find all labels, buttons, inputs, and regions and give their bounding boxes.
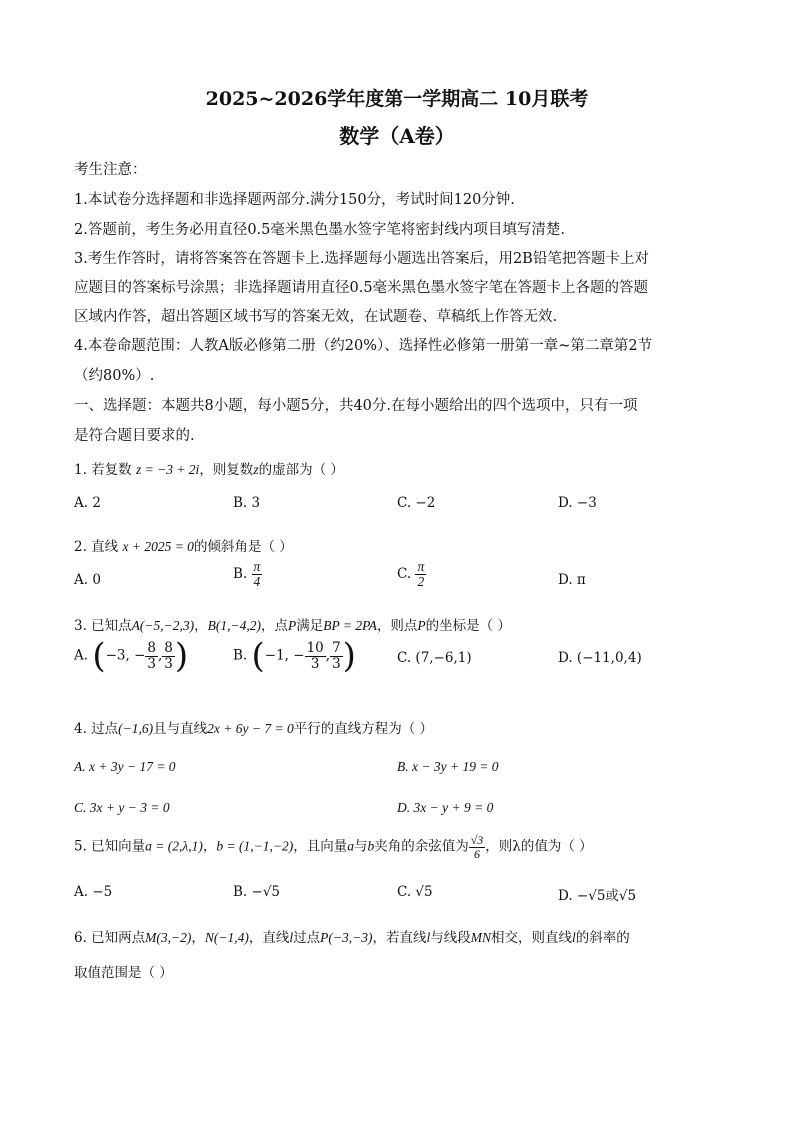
left-paren-icon: ( bbox=[92, 636, 106, 676]
q2-option-c-den: 2 bbox=[417, 574, 425, 590]
q3-suffix: 的坐标是（ ） bbox=[425, 618, 511, 634]
q2-option-c bbox=[397, 560, 426, 589]
q3-option-a-frac2 bbox=[162, 641, 175, 670]
q3-option-b-d1: 3 bbox=[310, 655, 320, 672]
q2-option-b bbox=[233, 560, 262, 589]
q4-option-d: D. 3x − y + 9 = 0 bbox=[397, 800, 494, 815]
q5-frac-num: √3 bbox=[470, 833, 484, 847]
q3-option-c: C. (7,−6,1) bbox=[397, 650, 472, 666]
q2-option-c-label: C. bbox=[397, 566, 412, 583]
q1-option-a: A. 2 bbox=[74, 495, 101, 511]
notice-item: 1.本试卷分选择题和非选择题两部分.满分150分，考试时间120分钟. bbox=[74, 192, 515, 208]
q6-suffix: 的斜率的 bbox=[575, 930, 630, 946]
q3-point-b: B(1,−4,2) bbox=[207, 618, 261, 633]
q6-line-l-2: l bbox=[426, 930, 431, 945]
notice-item: （约80%）. bbox=[74, 368, 155, 384]
q3-option-a-n1: 8 bbox=[147, 640, 156, 657]
q3-option-b-n1: 10 bbox=[306, 640, 324, 657]
left-paren-icon: ( bbox=[251, 636, 265, 676]
q2-prefix: 2. 直线 bbox=[74, 539, 119, 555]
q3-option-a-pre: −3, − bbox=[105, 647, 146, 664]
q6-mid5: 相交，则直线 bbox=[491, 930, 573, 946]
q5-sep: ， bbox=[202, 838, 217, 855]
q3-var: P bbox=[288, 618, 297, 633]
q3-condition: BP = 2PA bbox=[323, 618, 377, 633]
q3-var-2: P bbox=[417, 618, 426, 633]
q3-option-a-n2: 8 bbox=[164, 640, 173, 657]
q2-option-c-fraction bbox=[415, 560, 426, 589]
notice-item: 应题目的答案标号涂黑；非选择题请用直径0.5毫米黑色墨水签字笔在答题卡上各题的答题 bbox=[74, 280, 649, 296]
notice-item: 4.本卷命题范围：人教A版必修第二册（约20%）、选择性必修第一册第一章~第二章第2节 bbox=[74, 338, 653, 354]
notice-item: 区域内作答，超出答题区域书写的答案无效，在试题卷、草稿纸上作答无效. bbox=[74, 309, 558, 325]
question-5 bbox=[74, 834, 593, 860]
q1-option-b: B. 3 bbox=[233, 495, 261, 511]
q3-point-a: A(−5,−2,3) bbox=[131, 618, 195, 633]
q3-mid3: ，则点 bbox=[376, 618, 418, 634]
q4-mid: 且与直线 bbox=[153, 721, 208, 737]
question-1 bbox=[74, 458, 344, 478]
q2-option-c-num: π bbox=[417, 559, 425, 574]
q1-expr: z = −3 + 2i bbox=[135, 462, 200, 477]
q4-option-c: C. 3x + y − 3 = 0 bbox=[74, 800, 170, 815]
right-paren-icon: ) bbox=[174, 636, 189, 676]
q6-segment-mn: MN bbox=[470, 930, 492, 945]
q3-option-b-label: B. bbox=[233, 647, 248, 664]
q6-prefix: 6. 已知两点 bbox=[74, 930, 146, 946]
q2-option-a: A. 0 bbox=[74, 572, 101, 588]
q4-point: (−1,6) bbox=[118, 721, 154, 736]
q4-line: 2x + 6y − 7 = 0 bbox=[207, 721, 294, 736]
q2-option-b-num: π bbox=[253, 559, 261, 574]
q2-suffix: 的倾斜角是（ ） bbox=[193, 539, 293, 555]
q2-option-b-den: 4 bbox=[253, 574, 261, 590]
q1-option-d: D. −3 bbox=[558, 495, 597, 511]
q3-option-a-label: A. bbox=[74, 647, 89, 664]
q3-option-a-d1: 3 bbox=[147, 655, 156, 672]
q2-option-b-fraction bbox=[252, 560, 263, 589]
q5-var-a: a bbox=[347, 838, 354, 854]
q4-option-b: B. x − 3y + 19 = 0 bbox=[397, 759, 499, 774]
q5-with: 与 bbox=[353, 838, 368, 855]
right-paren-icon: ) bbox=[342, 636, 356, 676]
q5-mid2: 夹角的余弦值为 bbox=[374, 838, 469, 855]
q3-option-a: A. (−3, − $\frac{8}{3}$ , $\frac{8}{3}$ ) bbox=[74, 636, 189, 676]
q6-line-l-3: l bbox=[572, 930, 576, 945]
q6-point-p: P(−3,−3) bbox=[320, 930, 373, 945]
q3-option-b-frac2 bbox=[330, 641, 343, 670]
q5-prefix: 5. 已知向量 bbox=[74, 838, 146, 855]
question-6 bbox=[74, 926, 630, 946]
q5-suffix: ，则λ的值为（ ） bbox=[485, 838, 593, 855]
q1-prefix: 1. 若复数 bbox=[74, 462, 132, 478]
q4-option-a: A. x + 3y − 17 = 0 bbox=[74, 759, 176, 774]
q3-option-b-pre: −1, − bbox=[264, 647, 305, 664]
section-heading-cont: 是符合题目要求的. bbox=[74, 428, 195, 444]
q5-cos-fraction bbox=[469, 834, 486, 860]
q3-mid2: 满足 bbox=[296, 618, 324, 634]
q3-option-b: B. (−1, − $\frac{10}{3}$ , $\frac{7}{3}$ ) bbox=[233, 636, 356, 676]
q3-option-a-d2: 3 bbox=[164, 655, 173, 672]
notice-item: 3.考生作答时，请将答案答在答题卡上.选择题每小题选出答案后，用2B铅笔把答题卡上对 bbox=[74, 251, 649, 267]
page-subtitle: 数学（A卷） bbox=[339, 124, 455, 148]
q6-point-n: N(−1,4) bbox=[204, 930, 249, 945]
q6-line-l: l bbox=[289, 930, 294, 945]
q5-option-c: C. √5 bbox=[397, 884, 433, 900]
q3-option-b-frac1 bbox=[305, 641, 326, 670]
q6-mid: ，直线 bbox=[248, 930, 290, 946]
q5-option-b: B. −√5 bbox=[233, 884, 281, 900]
q3-sep: ， bbox=[194, 618, 208, 634]
page-title: 2025~2026学年度第一学期高二 10月联考 bbox=[205, 88, 589, 110]
question-3 bbox=[74, 614, 511, 634]
q2-option-b-label: B. bbox=[233, 566, 248, 583]
q4-suffix: 平行的直线方程为（ ） bbox=[293, 721, 434, 737]
q5-option-d: D. −√5或√5 bbox=[558, 888, 637, 904]
q6-mid4: 与线段 bbox=[430, 930, 471, 946]
q6-point-m: M(3,−2) bbox=[145, 930, 192, 945]
notice-item: 2.答题前，考生务必用直径0.5毫米黑色墨水签字笔将密封线内项目填写清楚. bbox=[74, 222, 566, 238]
question-2 bbox=[74, 535, 293, 555]
q3-option-a-frac1 bbox=[145, 641, 158, 670]
q2-expr: x + 2025 = 0 bbox=[122, 539, 194, 554]
notice-heading: 考生注意： bbox=[74, 162, 147, 178]
q2-option-d: D. π bbox=[558, 572, 586, 588]
section-heading: 一、选择题：本题共8小题，每小题5分，共40分.在每小题给出的四个选项中，只有一项 bbox=[74, 398, 638, 414]
q5-vector-b: b = (1,−1,−2) bbox=[216, 838, 294, 854]
q5-option-a: A. −5 bbox=[74, 884, 113, 900]
q5-var-b: b bbox=[367, 838, 375, 854]
q6-mid2: 过点 bbox=[293, 930, 321, 946]
q1-suffix: 的虚部为（ ） bbox=[258, 462, 344, 478]
question-6-cont: 取值范围是（ ） bbox=[74, 965, 173, 981]
q5-frac-den: 6 bbox=[474, 846, 480, 861]
q3-option-d: D. (−11,0,4) bbox=[558, 650, 642, 666]
q6-sep: ， bbox=[191, 930, 205, 946]
q5-mid: ，且向量 bbox=[293, 838, 348, 855]
q1-var: z bbox=[253, 462, 259, 477]
question-4 bbox=[74, 717, 433, 737]
q3-option-b-d2: 3 bbox=[332, 655, 341, 672]
q5-vector-a: a = (2,λ,1) bbox=[145, 838, 203, 854]
q3-mid: ，点 bbox=[261, 618, 288, 634]
q3-option-b-n2: 7 bbox=[332, 640, 341, 657]
q4-prefix: 4. 过点 bbox=[74, 721, 119, 737]
q1-mid: ，则复数 bbox=[199, 462, 254, 478]
q6-mid3: ，若直线 bbox=[372, 930, 427, 946]
q3-prefix: 3. 已知点 bbox=[74, 618, 132, 634]
q1-option-c: C. −2 bbox=[397, 495, 436, 511]
